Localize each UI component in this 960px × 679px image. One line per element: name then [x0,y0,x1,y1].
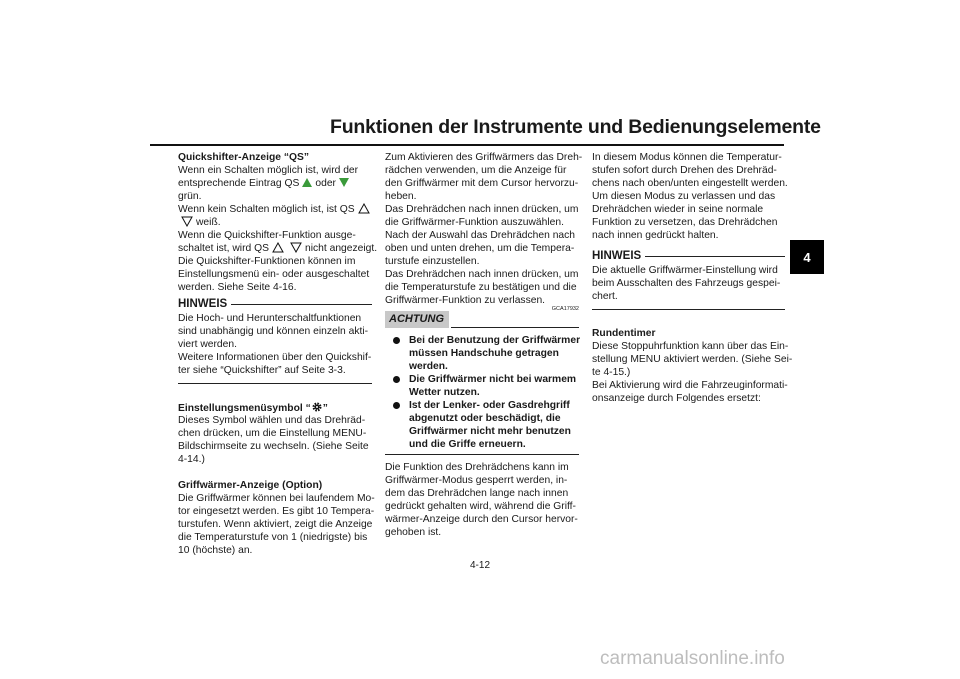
warning-bullet-1 [385,334,579,373]
text-line: te 4-15.) [592,367,631,378]
text-line: viert werden. [178,339,237,350]
text-line: grün. [178,191,202,202]
green-down-triangle-icon [339,178,349,187]
text-line: die Griffwärmer-Funktion auszuwählen. [385,217,564,228]
text-line: gehoben ist. [385,527,442,538]
quickshifter-heading: Quickshifter-Anzeige “QS” [178,152,310,163]
text-line: müssen Handschuhe getragen [409,348,559,359]
text-line: Die Funktion des Drehrädchens kann im [385,462,569,473]
text-line: Dieses Symbol wählen und das Drehräd- [178,415,366,426]
text-line: den Griffwärmer mit dem Cursor hervorzu- [385,178,579,189]
text-line: rädchen verwenden, um die Anzeige für [385,165,567,176]
text-line: oben und unten drehen, um die Tempera- [385,243,575,254]
green-up-triangle-icon [302,178,312,187]
hinweis-end-rule [592,309,785,310]
text-fragment: nicht angezeigt. [304,243,378,254]
chapter-tab: 4 [790,240,824,274]
text-line: onsanzeige durch Folgendes ersetzt: [592,393,761,404]
text-line [178,177,372,190]
text-line: Funktion zu versetzen, das Drehrädchen [592,217,778,228]
text-line: Zum Aktivieren des Griffwärmers das Dreh- [385,152,583,163]
text-line: Bildschirmseite zu wechseln. (Siehe Seite [178,441,369,452]
text-line: Das Drehrädchen nach innen drücken, um [385,269,579,280]
text-line: Die Quickshifter-Funktionen können im [178,256,356,267]
text-line: In diesem Modus können die Temperatur- [592,152,782,163]
text-fragment: Wenn kein Schalten möglich ist, ist QS [178,204,355,215]
text-line: abgenutzt oder beschädigt, die [409,413,561,424]
page-header-title: Funktionen der Instrumente und Bedienungselemente [330,116,821,138]
text-line: und die Griffe erneuern. [409,439,526,450]
text-line: wärmer-Anzeige durch den Cursor hervor- [385,514,578,525]
outline-up-triangle-icon [358,203,370,214]
text-line: chen drücken, um die Einstellung MENU- [178,428,367,439]
text-fragment: entsprechende Eintrag QS [178,178,300,189]
text-line: Ist der Lenker- oder Gasdrehgriff [409,400,570,411]
grip-warmer-heading: Griffwärmer-Anzeige (Option) [178,480,323,491]
column-2 [385,151,583,539]
hinweis-end-rule [178,383,372,384]
text-line: dem das Drehrädchen lange nach innen [385,488,569,499]
text-line: gedrückt gehalten wird, während die Griff- [385,501,576,512]
text-fragment: ” [322,403,328,414]
text-line: beim Ausschalten des Fahrzeugs gespei- [592,278,781,289]
spacer [178,466,372,479]
achtung-rule [451,327,579,328]
text-line: Griffwärmer-Funktion zu verlassen. [385,295,546,306]
text-line: Wenn die Quickshifter-Funktion ausge- [178,230,356,241]
watermark: carmanualsonline.info [600,648,785,669]
settings-heading [178,401,372,414]
text-line: Die Griffwärmer nicht bei warmem [409,374,577,385]
text-line: die Temperaturstufe zu bestätigen und die [385,282,577,293]
text-line: Die Griffwärmer können bei laufendem Mo- [178,493,375,504]
text-line [178,242,378,255]
bullet-dot-icon [393,376,400,383]
hinweis-heading [178,296,372,312]
heading-rule [231,304,372,305]
bullet-dot-icon [393,337,400,344]
text-line: Das Drehrädchen nach innen drücken, um [385,204,579,215]
text-fragment: oder [315,178,336,189]
page-number: 4-12 [469,560,490,571]
text-line: Drehrädchen wieder in seine normale [592,204,764,215]
hinweis-label: HINWEIS [592,249,642,262]
achtung-box [385,306,581,455]
achtung-end-rule [385,454,579,455]
outline-up-triangle-icon [272,242,284,253]
text-line: Die Hoch- und Herunterschaltfunktionen [178,313,362,324]
text-line: Bei der Benutzung der Griffwärmer [409,335,581,346]
outline-down-triangle-icon [181,216,193,227]
spacer [592,314,785,327]
column-3 [592,151,793,405]
text-line: Weitere Informationen über den Quickshif- [178,352,372,363]
text-line: die Temperaturstufe von 1 (niedrigste) bis [178,532,368,543]
text-line: turstufe einzustellen. [385,256,480,267]
text-line: Um diesen Modus zu verlassen und das [592,191,776,202]
text-line: stufen sofort durch Drehen des Drehräd- [592,165,777,176]
text-line: Griffwärmer nicht mehr benutzen [409,426,571,437]
text-line: Bei Aktivierung wird die Fahrzeuginformati- [592,380,788,391]
text-line [178,216,372,229]
hinweis-label: HINWEIS [178,297,228,310]
column-1 [178,151,378,557]
text-line: sind unabhängig und können einzeln akti- [178,326,369,337]
heading-rule [645,256,785,257]
header-rule [150,144,784,146]
text-line: Griffwärmer-Modus gesperrt werden, in- [385,475,568,486]
achtung-badge: ACHTUNG [385,311,449,328]
warning-bullet-3 [385,399,579,451]
lap-timer-heading: Rundentimer [592,328,656,339]
spacer [178,388,372,401]
text-line: 4-14.) [178,454,205,465]
achtung-code: GCA17932 [551,306,579,312]
text-line: Die aktuelle Griffwärmer-Einstellung wird [592,265,778,276]
text-fragment: schaltet ist, wird QS [178,243,269,254]
text-line: chert. [592,291,618,302]
text-line: 10 (höchste) an. [178,545,253,556]
text-line: nach innen gedrückt halten. [592,230,719,241]
hinweis-heading [592,248,785,264]
text-line: ter siehe “Quickshifter” auf Seite 3-3. [178,365,346,376]
text-line: turstufen. Wenn aktiviert, zeigt die Anzeige [178,519,373,530]
text-line: Einstellungsmenü ein- oder ausgeschaltet [178,269,370,280]
text-line: Wenn ein Schalten möglich ist, wird der [178,165,359,176]
outline-down-triangle-icon [290,242,302,253]
text-line: Diese Stoppuhrfunktion kann über das Ein- [592,341,789,352]
text-fragment: Einstellungsmenüsymbol “ [178,403,311,414]
text-line: chens nach oben/unten eingestellt werden. [592,178,788,189]
text-line: heben. [385,191,417,202]
text-fragment: weiß. [196,217,221,228]
warning-bullet-2 [385,373,579,399]
text-line [178,203,372,216]
text-line: Wetter nutzen. [409,387,480,398]
text-line: werden. [409,361,448,372]
text-line: Nach der Auswahl das Drehrädchen nach [385,230,576,241]
achtung-header [385,306,579,329]
gear-icon [311,401,323,413]
text-line: werden. Siehe Seite 4-16. [178,282,297,293]
text-line: tor eingesetzt werden. Es gibt 10 Tempera- [178,506,375,517]
bullet-dot-icon [393,402,400,409]
text-line: stellung MENU aktiviert werden. (Siehe Sei- [592,354,793,365]
